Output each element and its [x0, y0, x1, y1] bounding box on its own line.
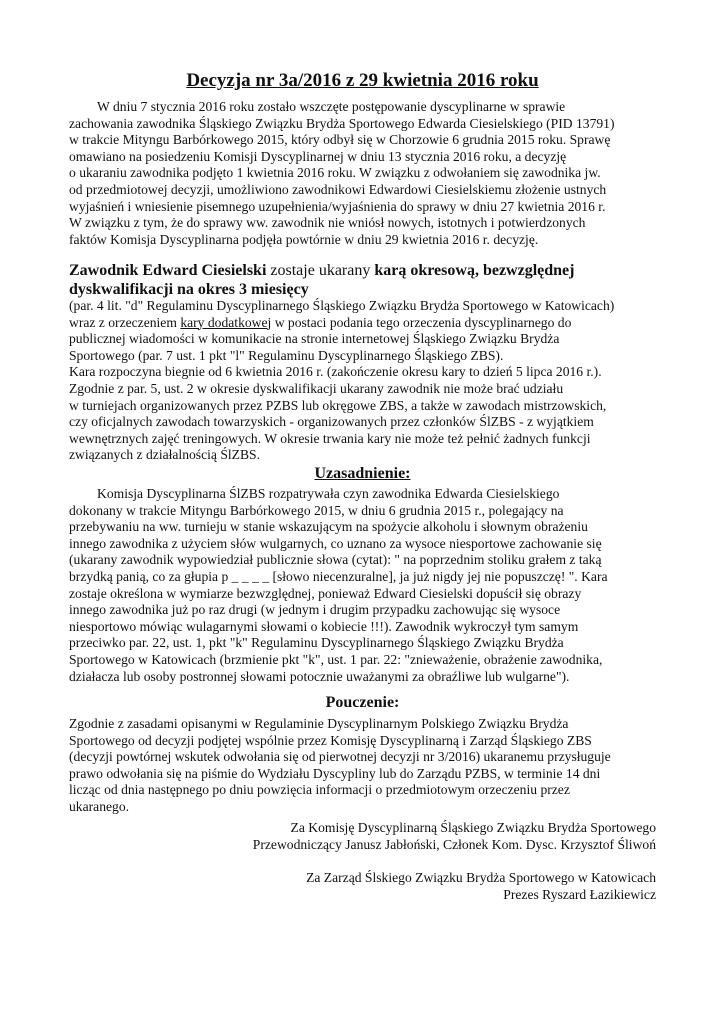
instruction-line: licząc od dnia następnego po dniu powzięcia informacji o przedmiotowym orzeczeniu przez: [69, 782, 570, 798]
intro-line: omawiano na posiedzeniu Komisji Dyscyplinarnej w dniu 13 stycznia 2016 roku, a decyzję: [69, 148, 567, 164]
justification-line: innego zawodnika już po raz drugi (w jednym i drugim przypadku zachowując się wysoce: [69, 602, 561, 618]
instruction-line: ukaranego.: [69, 798, 130, 814]
penalty-details: [69, 298, 659, 464]
detail-line: Sportowego (par. 7 ust. 1 pkt "l" Regulaminu Dyscyplinarnego Śląskiego ZBS).: [69, 347, 504, 363]
detail-line: w turniejach organizowanych przez PZBS lub okręgowe ZBS, a także w zawodach mistrzowskich,: [69, 397, 607, 413]
instruction-line: prawo odwołania się na piśmie do Wydziału Dyscypliny lub do Zarządu PZBS, w terminie 14 dni: [69, 765, 601, 781]
intro-line: od przedmiotowej decyzji, umożliwiono zawodnikowi Edwardowi Ciesielskiemu złożenie ustnych: [69, 181, 607, 197]
verdict-middle: zostaje ukarany: [266, 262, 375, 279]
justification-line: Sportowego w Katowicach (brzmienie pkt "k", ust. 1 par. 22: "znieważenie, obrażenie zawodnika,: [69, 651, 603, 667]
detail-text: wraz z orzeczeniem: [69, 314, 181, 330]
detail-line: publicznej wiadomości w komunikacie na stronie internetowej Śląskiego Związku Brydża: [69, 331, 560, 347]
additional-penalty-link[interactable]: kary dodatkowej: [180, 314, 272, 330]
verdict: [69, 262, 659, 299]
instruction-paragraph: [69, 716, 659, 816]
intro-line: wyjaśnień i wniesienie pisemnego uzupełnienia/wyjaśnienia do sprawy w dniu 27 kwietnia 2016 r.: [69, 198, 606, 214]
document-title: Decyzja nr 3a/2016 z 29 kwietnia 2016 roku: [186, 70, 539, 91]
board-signature: [306, 870, 656, 903]
intro-line: W dniu 7 stycznia 2016 roku zostało wszczęte postępowanie dyscyplinarne w sprawie: [97, 99, 566, 114]
detail-text: w postaci podania tego orzeczenia dyscyplinarnego do: [271, 314, 572, 330]
verdict-penalty-duration: dyskwalifikacji na okres 3 miesięcy: [69, 280, 309, 298]
intro-line: faktów Komisja Dyscyplinarna podjęła powtórnie w dniu 29 kwietnia 2016 r. decyzję.: [69, 231, 539, 247]
signature-line: Prezes Ryszard Łazikiewicz: [503, 886, 656, 902]
justification-line: (ukarany zawodnik wypowiedział publicznie słowa (cytat): " na poprzednim stoliku grałem z taką: [69, 552, 602, 568]
signature-line: Za Komisję Dyscyplinarną Śląskiego Związku Brydża Sportowego: [290, 820, 656, 835]
justification-line: niesportowo mówiąc wulagarnymi słowami o kobiecie !!!). Zawodnik wykroczył tym samym: [69, 618, 579, 634]
intro-line: W związku z tym, że do sprawy ww. zawodnik nie wniósł nowych, istotnych i potwierdzonych: [69, 215, 586, 231]
signature-line: Przewodniczący Janusz Jabłoński, Członek Kom. Dysc. Krzysztof Śliwoń: [252, 836, 656, 852]
detail-line: wewnętrznych zajęć treningowych. W okresie trwania kary nie może też pełnić żadnych funkcji: [69, 430, 591, 446]
justification-heading: Uzasadnienie:: [314, 465, 411, 482]
justification-line: przeciwko par. 22, ust. 1, pkt "k" Regulaminu Dyscyplinarnego Śląskiego Związku Brydża: [69, 635, 564, 651]
detail-line: czy oficjalnych zawodach towarzyskich - organizowanych przez członków ŚlZBS - z wyjątkiem: [69, 414, 594, 430]
instruction-heading: Pouczenie:: [325, 694, 400, 711]
instruction-line: Sportowego od decyzji podjętej wspólnie przez Komisję Dyscyplinarną i Zarząd Śląskiego ZBS: [69, 732, 592, 748]
justification-line: Komisja Dyscyplinarna ŚlZBS rozpatrywała czyn zawodnika Edwarda Ciesielskiego: [97, 486, 560, 501]
signature-line: Za Zarząd Ślskiego Związku Brydża Sportowego w Katowicach: [306, 870, 656, 885]
intro-paragraph: [69, 99, 659, 248]
detail-line: Zgodnie z par. 5, ust. 2 w okresie dyskwalifikacji ukarany zawodnik nie może brać udziału: [69, 380, 564, 396]
justification-line: zostaje określona w wymiarze bezwzględnej, ponieważ Edward Ciesielski dopuścił się obrazy: [69, 585, 582, 601]
detail-line: [69, 315, 659, 332]
justification-line: działacza lub osoby postronnej słowami potocznie uważanymi za obraźliwe lub wulgarne").: [69, 668, 570, 684]
justification-line: brzydką panią, co za głupia p _ _ _ _ [słowo niecenzuralne], ja już nigdy jej nie popuszczę! ". Kara: [69, 568, 608, 584]
detail-line: (par. 4 lit. "d" Regulaminu Dyscyplinarnego Śląskiego Związku Brydża Sportowego w Katowicach): [69, 298, 615, 313]
intro-line: zachowania zawodnika Śląskiego Związku Brydża Sportowego Edwarda Ciesielskiego (PID 13791): [69, 115, 615, 131]
detail-line: związanych z działalnością ŚlZBS.: [69, 447, 261, 463]
intro-line: w trakcie Mityngu Barbórkowego 2015, który odbył się w Chorzowie 6 grudnia 2015 roku. Sprawę: [69, 132, 611, 148]
verdict-line: [69, 262, 659, 281]
instruction-line: Zgodnie z zasadami opisanymi w Regulaminie Dyscyplinarnym Polskiego Związku Brydża: [69, 716, 569, 731]
detail-line: Kara rozpoczyna biegnie od 6 kwietnia 2016 r. (zakończenie okresu kary to dzień 5 lipca 2016 r.).: [69, 364, 602, 380]
justification-line: innego zawodnika z użyciem słów wulgarnych, co uznano za wysoce niesportowe zachowanie się: [69, 535, 602, 551]
instruction-line: (decyzji powtórnej wskutek odwołania się od pierwotnej decyzji nr 3/2016) ukaranemu przysługuje: [69, 749, 611, 765]
justification-line: przebywaniu na ww. turnieju w stanie wskazującym na spożycie alkoholu i słownym obrażeniu: [69, 519, 588, 535]
justification-line: dokonany w trakcie Mityngu Barbórkowego 2015, w dniu 6 grudnia 2015 r., polegający na: [69, 502, 564, 518]
intro-line: o ukaraniu zawodnika podjęto 1 kwietnia 2016 roku. W związku z odwołaniem się zawodnika jw.: [69, 165, 601, 181]
commission-signature: [253, 820, 656, 853]
justification-paragraph: [69, 486, 659, 685]
verdict-name: Zawodnik Edward Ciesielski: [69, 262, 267, 279]
verdict-penalty: karą okresową, bezwzględnej: [374, 262, 575, 279]
